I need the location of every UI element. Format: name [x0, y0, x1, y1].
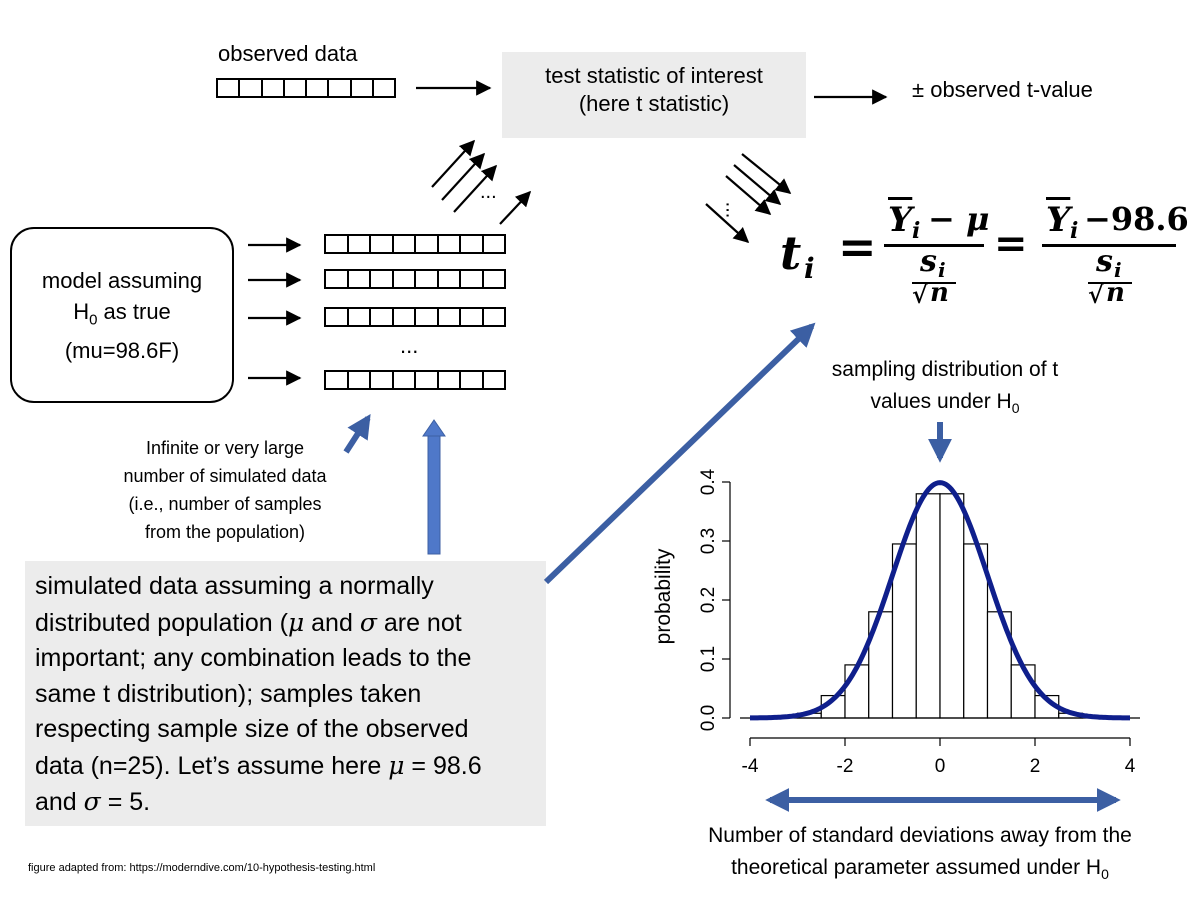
histogram-bar — [916, 494, 940, 718]
y-axis-label: probability — [652, 548, 675, 645]
arrow-samples-to-stat — [442, 154, 484, 200]
x-tick-label: 2 — [1029, 756, 1041, 777]
y-tick-label: 0.4 — [698, 468, 719, 496]
model-line3: (mu=98.6F) — [64, 338, 180, 364]
std-deviation-axis-label: Number of standard deviations away from the theoretical parameter assumed under $H_0$ — [708, 824, 1132, 883]
infinite-samples-note: Infinite or very large number of simulated data (i.e., number of samples from the population) — [123, 438, 327, 542]
model-line2: $H_0$ as true — [73, 299, 171, 329]
x-tick-label: -4 — [741, 756, 759, 777]
arrows-ellipsis-left: ... — [480, 181, 497, 203]
histogram-bar — [1011, 665, 1035, 718]
arrow-samples-to-stat — [454, 166, 496, 212]
y-tick-label: 0.3 — [698, 527, 719, 555]
model-line1: model assuming — [41, 268, 203, 293]
x-tick-label: 0 — [934, 756, 946, 777]
x-tick-label: 4 — [1124, 756, 1136, 777]
arrow-stat-to-formula — [734, 165, 780, 204]
observed-data-label: observed data — [218, 41, 358, 66]
test-statistic-line1: test statistic of interest — [545, 63, 763, 88]
observed-t-value-text: observed t-value — [930, 77, 1093, 102]
t-statistic-formula: t i = $\overline{Y}$ i − μ s i √ n = $\overline{Y}$ i −98.6 s i √ n — [780, 200, 1189, 309]
x-tick-label: -2 — [836, 756, 854, 777]
plus-minus-sign: ± — [912, 77, 925, 102]
blue-block-arrow-head — [423, 420, 445, 436]
sampling-distribution-label: sampling distribution of t values under $H_0$ — [831, 358, 1059, 417]
histogram-bar — [940, 494, 964, 718]
arrow-samples-to-stat — [432, 141, 474, 187]
arrow-stat-to-formula — [706, 201, 748, 242]
samples-ellipsis: ... — [400, 333, 419, 358]
histogram-bar — [845, 665, 869, 718]
arrows-ellipsis-right: ... — [721, 201, 744, 219]
blue-arrow-note-to-samples — [346, 418, 368, 452]
source-footnote: figure adapted from: https://moderndive.com/10-hypothesis-testing.html — [28, 862, 376, 874]
y-tick-label: 0.2 — [698, 586, 719, 614]
y-tick-label: 0.0 — [698, 704, 719, 732]
t-distribution-chart — [640, 450, 1160, 810]
blue-block-arrow-shaft — [428, 434, 440, 554]
arrow-stat-to-formula — [742, 154, 790, 193]
y-tick-label: 0.1 — [698, 645, 719, 673]
arrow-samples-to-stat — [500, 192, 530, 224]
arrow-stat-to-formula — [726, 176, 770, 214]
test-statistic-line2: (here t statistic) — [578, 91, 730, 116]
simulation-description-box: simulated data assuming a normally distributed population (μ and σ are not important; any combination leads to the same t distribution); samples taken respecting sample size of the observed data (n=25). Let’s assume here μ = 98.6 and σ = 5. — [25, 561, 546, 826]
